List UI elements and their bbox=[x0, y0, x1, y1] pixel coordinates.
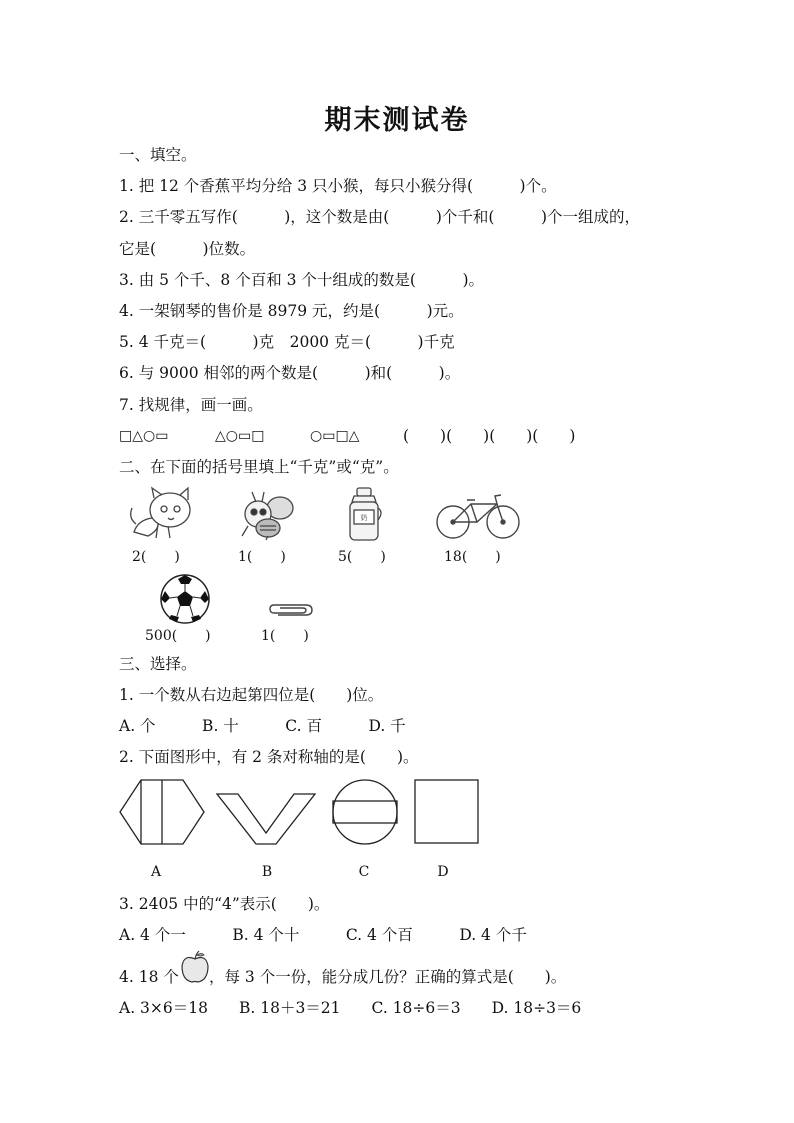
question-1-7: 7. 找规律，画一画。 bbox=[119, 396, 263, 414]
section3-heading: 三、选择。 bbox=[119, 655, 197, 673]
apple-icon bbox=[180, 950, 210, 984]
section1-heading: 一、填空。 bbox=[119, 146, 197, 164]
question-3-4-options: A. 3×6＝18 B. 18＋3＝21 C. 18÷6＝3 D. 18÷3＝6 bbox=[119, 999, 582, 1017]
question-3-1: 1. 一个数从右边起第四位是( )位。 bbox=[119, 686, 384, 704]
label-soccer-ball: 500( ) bbox=[145, 628, 211, 644]
question-1-4: 4. 一架钢琴的售价是 8979 元，约是( )元。 bbox=[119, 302, 464, 320]
shape-d bbox=[414, 779, 480, 845]
shape-b bbox=[216, 793, 316, 845]
question-3-4-post: ，每 3 个一份，能分成几份？正确的算式是( )。 bbox=[209, 968, 567, 986]
section2-heading: 二、在下面的括号里填上“千克”或“克”。 bbox=[119, 458, 399, 476]
question-1-3: 3. 由 5 个千、8 个百和 3 个十组成的数是( )。 bbox=[119, 271, 485, 289]
pattern-group-2: △○▭□ bbox=[215, 428, 265, 444]
shape-a bbox=[119, 779, 205, 845]
bicycle-icon bbox=[435, 492, 521, 540]
question-3-1-options: A. 个 B. 十 C. 百 D. 千 bbox=[119, 717, 406, 735]
question-1-1: 1. 把 12 个香蕉平均分给 3 只小猴，每只小猴分得( )个。 bbox=[119, 177, 557, 195]
page-title: 期末测试卷 bbox=[324, 105, 470, 136]
label-paperclip: 1( ) bbox=[261, 628, 309, 644]
label-thermos: 5( ) bbox=[338, 549, 386, 565]
question-3-2: 2. 下面图形中，有 2 条对称轴的是( )。 bbox=[119, 748, 419, 766]
question-1-2b: 它是( )位数。 bbox=[119, 240, 256, 258]
bee-icon bbox=[238, 488, 296, 540]
thermos-icon bbox=[344, 486, 384, 542]
paperclip-icon bbox=[268, 601, 314, 619]
pattern-group-1: □△○▭ bbox=[119, 428, 169, 444]
label-bicycle: 18( ) bbox=[444, 549, 501, 565]
question-3-3: 3. 2405 中的“4”表示( )。 bbox=[119, 895, 330, 913]
question-3-4-pre: 4. 18 个 bbox=[119, 968, 179, 986]
question-1-2a: 2. 三千零五写作( )，这个数是由( )个千和( )个一组成的， bbox=[119, 208, 641, 226]
shape-label-d: D bbox=[437, 864, 449, 880]
shape-label-b: B bbox=[261, 864, 273, 880]
svg-text:奶: 奶 bbox=[360, 514, 368, 522]
shape-c bbox=[330, 779, 400, 845]
soccer-ball-icon bbox=[159, 573, 211, 625]
cat-icon bbox=[128, 488, 196, 540]
question-1-5: 5. 4 千克＝( )克 2000 克＝( )千克 bbox=[119, 333, 455, 351]
shape-label-a: A bbox=[150, 864, 162, 880]
question-3-3-options: A. 4 个一 B. 4 个十 C. 4 个百 D. 4 个千 bbox=[119, 926, 527, 944]
label-cat: 2( ) bbox=[132, 549, 180, 565]
pattern-blanks: ( )( )( )( ) bbox=[403, 427, 576, 445]
question-1-6: 6. 与 9000 相邻的两个数是( )和( )。 bbox=[119, 364, 461, 382]
label-bee: 1( ) bbox=[238, 549, 286, 565]
shape-label-c: C bbox=[358, 864, 370, 880]
pattern-group-3: ○▭□△ bbox=[310, 428, 360, 444]
